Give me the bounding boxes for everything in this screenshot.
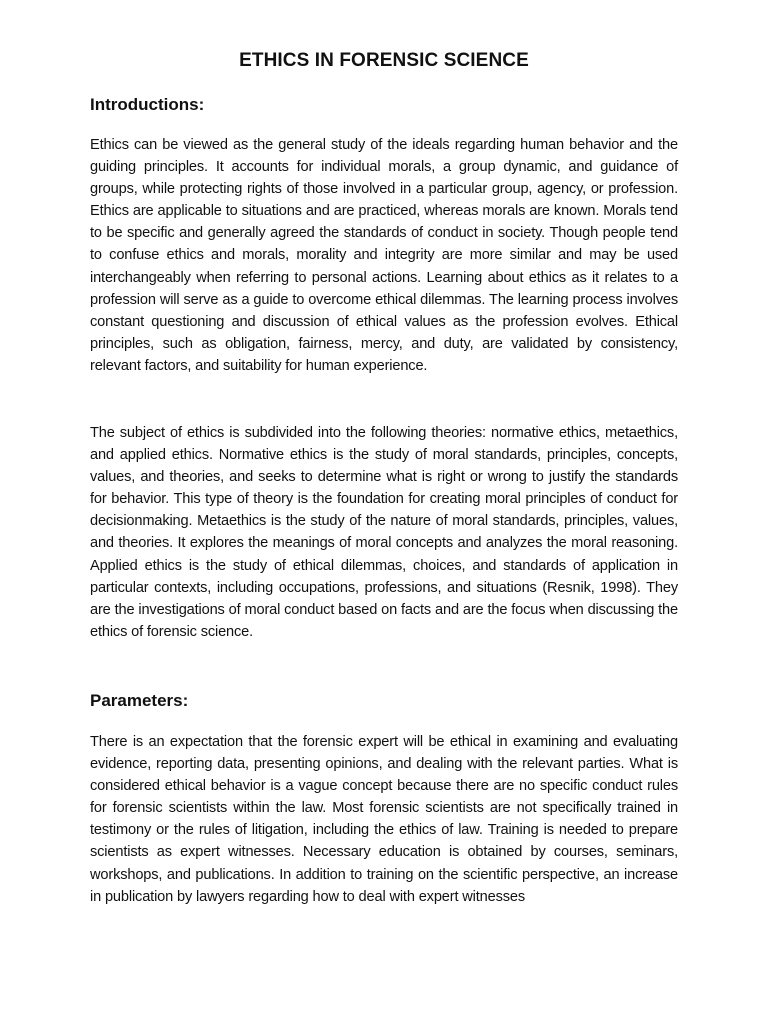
document-title: ETHICS IN FORENSIC SCIENCE xyxy=(239,50,529,71)
intro-paragraph-2: The subject of ethics is subdivided into the following theories: normative ethics, metaethics, and applied ethics. Normative ethics is the study of moral standards, principles, concepts, values, and theories, and seeks to determine what is right or wrong to justify the standards for behavior. This type of theory is the foundation for creating moral principles of conduct for decisionmaking. Metaethics is the study of the nature of moral standards, principles, values, and theories. It explores the meanings of moral concepts and analyzes the moral reasoning. Applied ethics is the study of ethical dilemmas, choices, and standards of application in particular contexts, including occupations, professions, and situations (Resnik, 1998). They are the investigations of moral conduct based on facts and are the focus when discussing the ethics of forensic science. xyxy=(90,425,678,640)
section-heading-introductions: Introductions: xyxy=(90,95,205,114)
parameters-paragraph-1: There is an expectation that the forensic expert will be ethical in examining and evaluating evidence, reporting data, presenting opinions, and dealing with the relevant parties. What is considered ethical behavior is a vague concept because there are no specific conduct rules for forensic scientists within the law. Most forensic scientists are not specifically trained in testimony or the rules of litigation, including the ethics of law. Training is needed to prepare scientists as expert witnesses. Necessary education is obtained by courses, seminars, workshops, and publications. In addition to training on the scientific perspective, an increase in publication by lawyers regarding how to deal with expert witnesses xyxy=(90,734,678,905)
intro-paragraph-1: Ethics can be viewed as the general study of the ideals regarding human behavior and the guiding principles. It accounts for individual morals, a group dynamic, and guidance of groups, while protecting rights of those involved in a particular group, agency, or profession. Ethics are applicable to situations and are practiced, whereas morals are known. Morals tend to be specific and generally agreed the standards of conduct in society. Though people tend to confuse ethics and morals, morality and integrity are more similar and may be used interchangeably when referring to personal actions. Learning about ethics as it relates to a profession will serve as a guide to overcome ethical dilemmas. The learning process involves constant questioning and discussion of ethical values as the profession evolves. Ethical principles, such as obligation, fairness, mercy, and duty, are validated by consistency, relevant factors, and suitability for human experience. xyxy=(90,137,678,374)
section-heading-parameters: Parameters: xyxy=(90,691,189,710)
